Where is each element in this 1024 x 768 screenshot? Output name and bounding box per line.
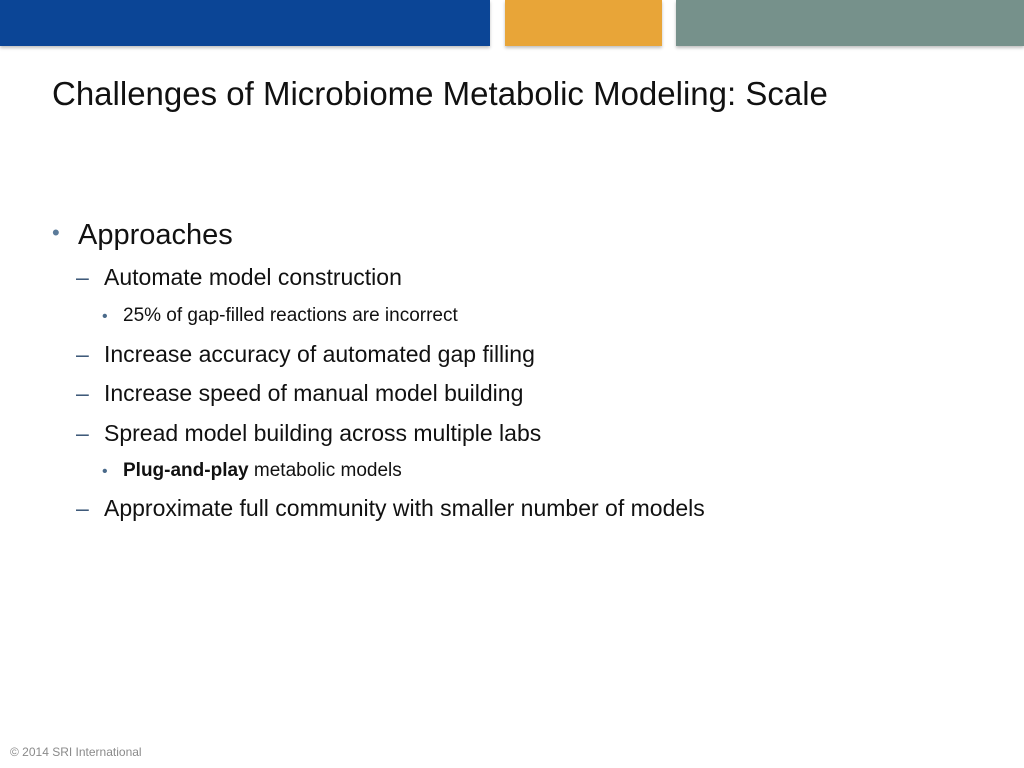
bullet-speed	[76, 380, 523, 407]
bullet-dot-icon: •	[102, 308, 108, 325]
bullet-approaches	[52, 219, 233, 252]
bullet-accuracy	[76, 341, 535, 368]
bullet-text: Approximate full community with smaller number of models	[104, 495, 705, 521]
header-bar-gray	[676, 0, 1024, 46]
slide-title: Challenges of Microbiome Metabolic Modeling: Scale	[52, 75, 828, 112]
bullet-text: Increase accuracy of automated gap filling	[104, 341, 535, 367]
bullet-text: metabolic models	[248, 460, 402, 481]
bullet-dash-icon: –	[76, 264, 89, 290]
bullet-dash-icon: –	[76, 495, 89, 521]
bullet-dash-icon: –	[76, 380, 89, 406]
bullet-text: Approaches	[78, 219, 233, 251]
header-bar-blue	[0, 0, 490, 46]
bullet-dot-icon: •	[102, 463, 108, 480]
bullet-text: Spread model building across multiple labs	[104, 420, 542, 446]
bullet-text: 25% of gap-filled reactions are incorrect	[123, 305, 458, 326]
bullet-dash-icon: –	[76, 420, 89, 446]
bullet-plug-and-play	[102, 460, 402, 482]
header-bar-orange	[505, 0, 662, 46]
bullet-dot-icon: •	[52, 220, 60, 245]
bullet-approximate	[76, 495, 705, 522]
bullet-dash-icon: –	[76, 341, 89, 367]
bullet-text: Automate model construction	[104, 264, 402, 290]
footer-copyright: © 2014 SRI International	[10, 745, 142, 759]
bullet-automate	[76, 264, 402, 291]
bullet-bold-text: Plug-and-play	[123, 460, 249, 481]
bullet-spread	[76, 420, 541, 447]
bullet-gap-filled	[102, 305, 458, 327]
bullet-text: Increase speed of manual model building	[104, 380, 524, 406]
